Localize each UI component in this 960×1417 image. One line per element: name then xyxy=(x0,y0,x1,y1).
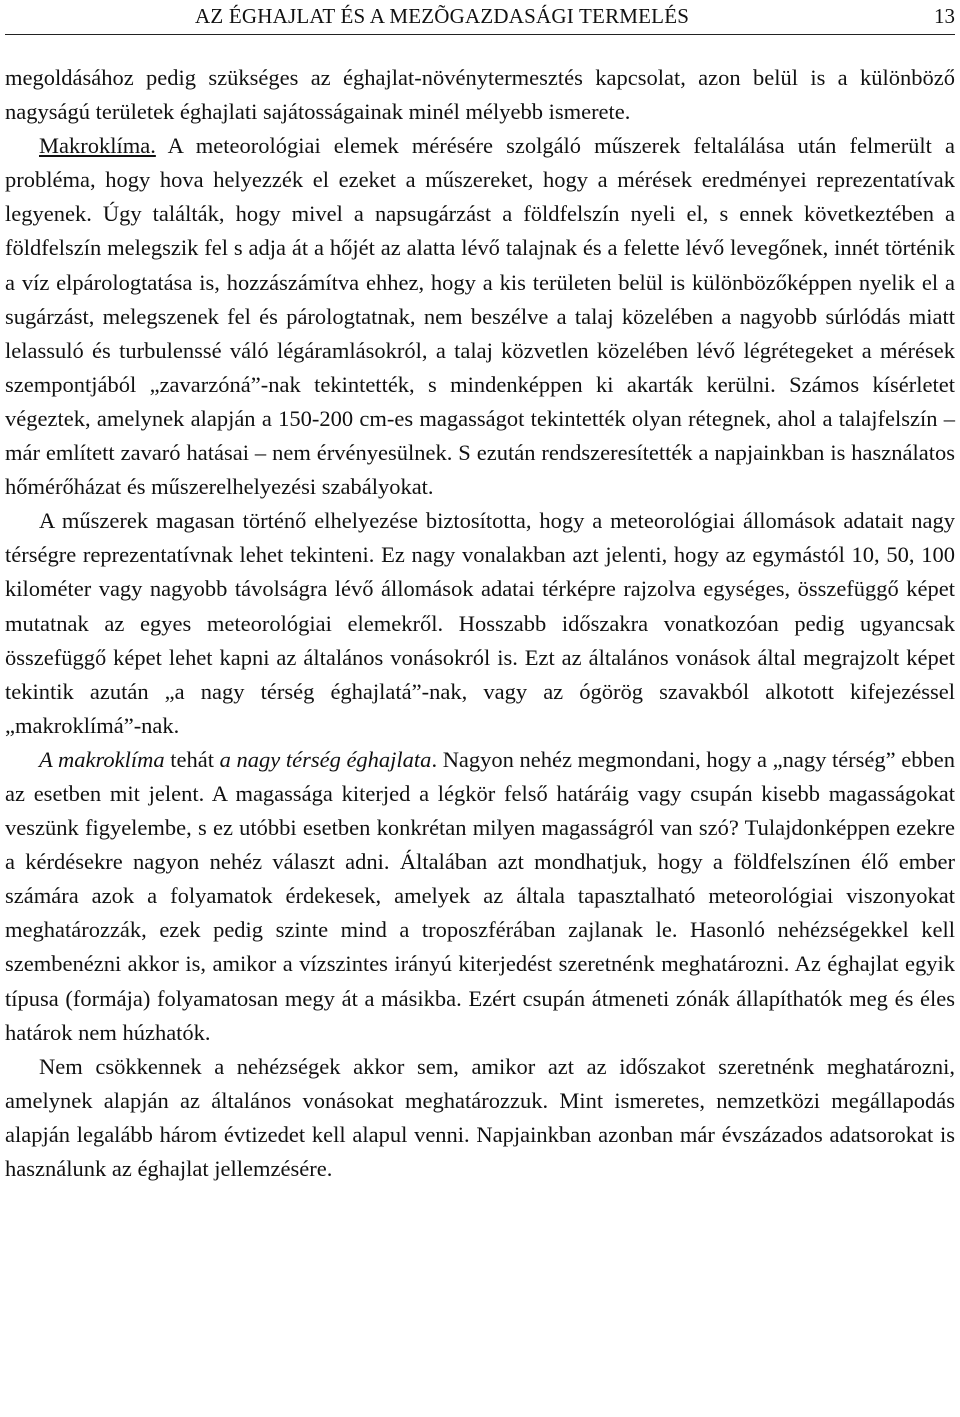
paragraph-makroklima-text: A meteorológiai elemek mérésére szolgáló műszerek feltalálása után felmerült a probléma, hogy hova helyezzék el ezeket a műszereket, hogy a mérések eredményei reprezentatívak legyenek. Úgy találták, hogy mivel a napsugárzást a földfelszín nyeli el, s ennek következtében a földfelszín melegszik fel s adja át a hőjét az alatta lévő talajnak és a felette lévő levegőnek, innét történik a víz elpárologtatása is, hozzászámítva ehhez, hogy a kis területen belül is különbözőképpen nyelik el a sugárzást, melegszenek fel és párologtatnak, nem beszélve a talaj közelében a nagyobb súrlódás miatt lelassuló és turbulenssé váló légáramlásokról, a talaj közvetlen közelében lévő légrétegeket a mérések szempontjából „zavarzóná”-nak tekintették, s mindenképpen ki akarták kerülni. Számos kísérletet végeztek, amelynek alapján a 150-200 cm-es magasságot tekintették olyan rétegnek, ahol a talajfelszín – már említett zavaró hatásai – nem érvényesülnek. S ezután rendszeresítették a napjainkban is használatos hőmérőházat és műszerelhelyezési szabályokat. xyxy=(5,133,955,500)
paragraph-idoszak xyxy=(5,1050,955,1186)
paragraph-idoszak-text: Nem csökkennek a nehézségek akkor sem, amikor azt az időszakot szeretnénk meghatározni, amelynek alapján az általános vonásokat meghatározzuk. Mint ismeretes, nemzetközi megállapodás alapján legalább három évtizedet kell alapul venni. Napjainkban azonban már évszázados adatsorokat is használunk az éghajlat jellemzésére. xyxy=(5,1053,955,1181)
section-heading: Makroklíma. xyxy=(39,133,156,159)
term-definition: a nagy térség éghajlata xyxy=(219,746,432,772)
paragraph-intro-text: megoldásához pedig szükséges az éghajlat-növénytermesztés kapcsolat, azon belül is a különböző nagyságú területek éghajlati sajátosságainak minél mélyebb ismerete. xyxy=(5,65,955,125)
definition-connector: tehát xyxy=(164,746,220,772)
paragraph-definition xyxy=(5,743,955,1050)
paragraph-muszerek-text: A műszerek magasan történő elhelyezése biztosította, hogy a meteorológiai állomások adatait nagy térségre reprezentatívnak lehet tekinteni. Ez nagy vonalakban azt jelenti, hogy az egymástól 10, 50, 100 kilométer vagy nagyobb távolságra lévő állomások adatai térképre rajzolva egységes, összefüggő képet mutatnak az egyes meteorológiai elemekről. Hosszabb időszakra vonatkozóan pedig ugyancsak összefüggő képet lehet kapni az általános vonásokról is. Ezt az általános vonások által megrajzolt képet tekintik azután „a nagy térség éghajlatá”-nak, vagy az ógörög szavakból alkotott kifejezéssel „makroklímá”-nak. xyxy=(5,508,955,738)
page-number: 13 xyxy=(934,4,955,28)
running-header-title: AZ ÉGHAJLAT ÉS A MEZÕGAZDASÁGI TERMELÉS xyxy=(195,4,690,28)
paragraph-definition-text: . Nagyon nehéz megmondani, hogy a „nagy térség” ebben az esetben mit jelent. A magassága kiterjed a légkör felső határáig vagy csupán kisebb magasságokat veszünk figyelembe, s ez utóbbi esetben konkrétan milyen magasságról van szó? Tulajdonképpen ezekre a kérdésekre nagyon nehéz választ adni. Általában azt mondhatjuk, hogy a földfelszínen élő ember számára azok a folyamatok érdekesek, amelyek az általa tapasztalható meteorológiai viszonyokat meghatározzák, ezek pedig szinte mind a troposzférában zajlanak le. Hasonló nehézségekkel kell szembenézni akkor is, amikor a vízszintes irányú kiterjedést szeretnénk meghatározni. Az éghajlat egyik típusa (formája) folyamatosan megy át a másikba. Ezért csupán átmeneti zónák állapíthatók meg és éles határok nem húzhatók. xyxy=(5,746,956,1045)
paragraph-intro xyxy=(5,61,955,129)
body-text xyxy=(5,61,955,1186)
document-page xyxy=(5,0,955,1186)
running-header xyxy=(5,0,955,35)
paragraph-muszerek xyxy=(5,504,955,743)
paragraph-makroklima xyxy=(5,129,955,504)
term-makroklima: A makroklíma xyxy=(39,746,165,772)
